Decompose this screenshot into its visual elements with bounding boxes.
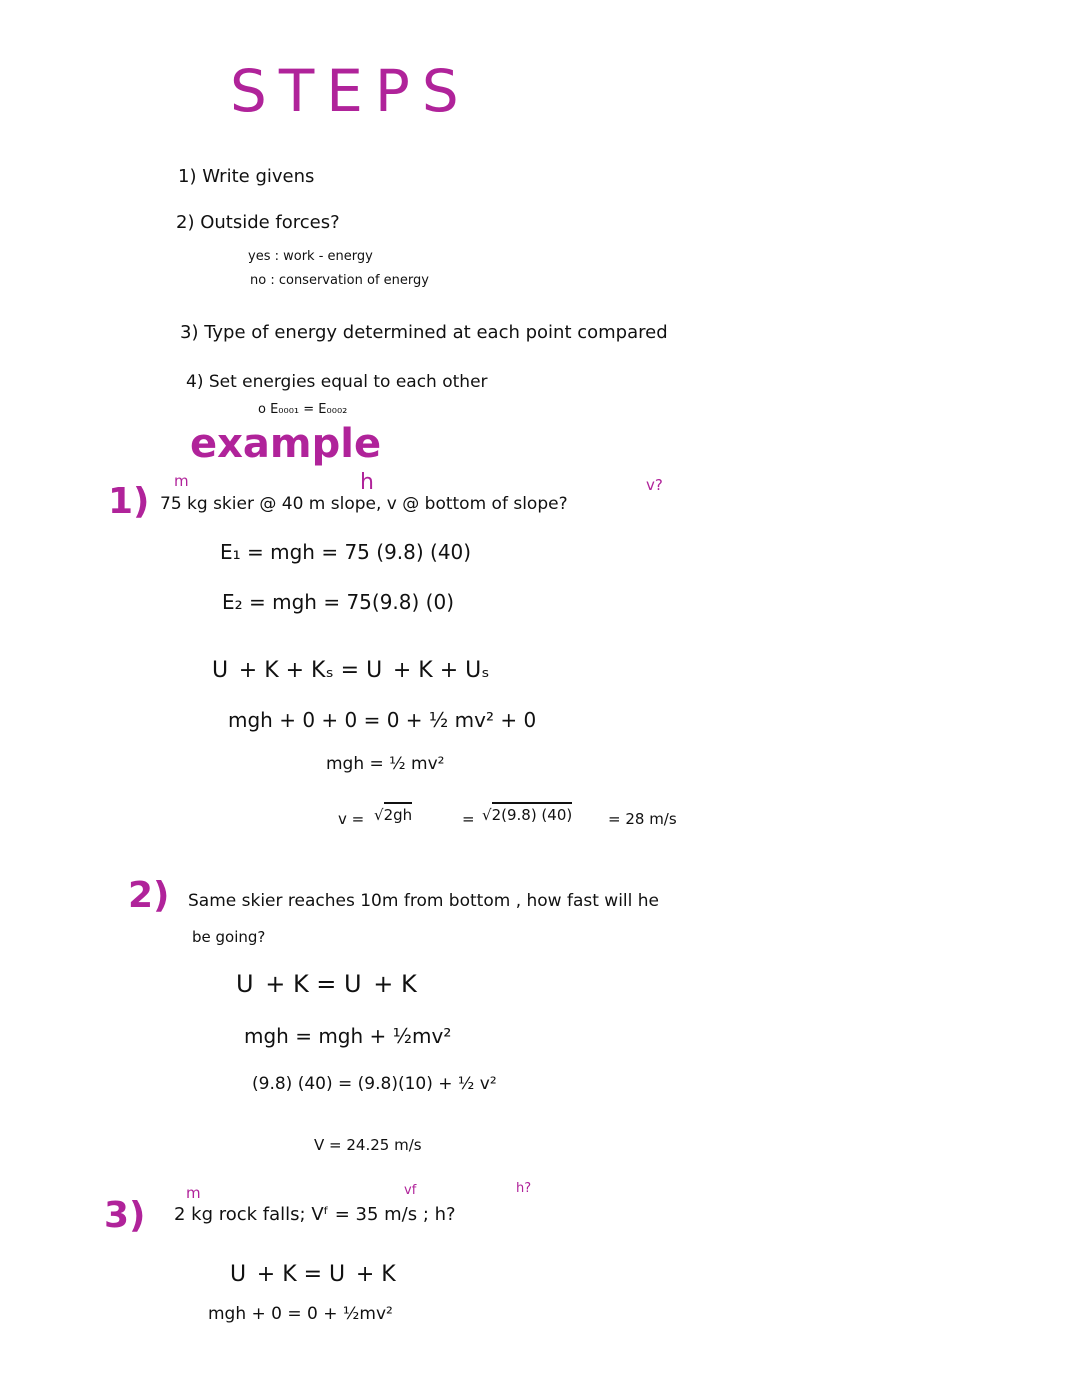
ex1-number: 1) xyxy=(108,481,150,522)
step-2: 2) Outside forces? xyxy=(176,212,340,233)
ex2-eq3: (9.8) (40) = (9.8)(10) + ½ v² xyxy=(252,1074,497,1094)
ex2-answer: V = 24.25 m/s xyxy=(314,1136,422,1154)
step-3: 3) Type of energy determined at each point compared xyxy=(180,322,668,343)
ex3-eq2: mgh + 0 = 0 + ½mv² xyxy=(208,1304,393,1324)
step-4: 4) Set energies equal to each other xyxy=(186,372,488,392)
step-4-sub: o E₀₀₀₁ = E₀₀₀₂ xyxy=(258,402,348,417)
example-heading: example xyxy=(190,421,382,467)
ex1-eq4-mid: = xyxy=(462,810,475,828)
ex1-eq4-radical-2: √2(9.8) (40) xyxy=(482,808,572,823)
step-2-yes: yes : work - energy xyxy=(248,249,373,264)
ex1-label-h: h xyxy=(360,470,374,495)
ex1-problem: 75 kg skier @ 40 m slope, v @ bottom of slope? xyxy=(160,494,568,514)
ex1-eq4-right: = 28 m/s xyxy=(608,810,677,828)
ex1-eq2: mgh + 0 + 0 = 0 + ½ mv² + 0 xyxy=(228,708,537,732)
ex1-eq3: mgh = ½ mv² xyxy=(326,754,445,774)
ex3-number: 3) xyxy=(104,1195,146,1236)
ex1-e1: E₁ = mgh = 75 (9.8) (40) xyxy=(220,540,472,564)
ex1-eq4-root: 2gh xyxy=(384,802,413,824)
ex3-label-m: m xyxy=(186,1184,201,1202)
ex3-label-h: h? xyxy=(516,1181,532,1196)
ex1-e2: E₂ = mgh = 75(9.8) (0) xyxy=(222,590,455,614)
ex1-label-v: v? xyxy=(646,476,663,494)
ex1-eq4-left: v = xyxy=(338,810,365,828)
ex2-problem-a: Same skier reaches 10m from bottom , how fast will he xyxy=(188,891,660,911)
ex1-label-m: m xyxy=(174,472,189,490)
ex1-eq1: U + K + Kₛ = U + K + Uₛ xyxy=(212,658,490,683)
ex2-number: 2) xyxy=(128,875,170,916)
ex1-eq4-radical: √2gh xyxy=(374,808,412,823)
ex3-problem: 2 kg rock falls; Vᶠ = 35 m/s ; h? xyxy=(174,1204,456,1225)
ex1-eq4-root-2: 2(9.8) (40) xyxy=(492,802,573,824)
ex3-eq1: U + K = U + K xyxy=(230,1262,396,1287)
ex2-eq2: mgh = mgh + ½mv² xyxy=(244,1024,452,1048)
step-1: 1) Write givens xyxy=(178,166,315,187)
step-2-no: no : conservation of energy xyxy=(250,273,429,288)
page-title: STEPS xyxy=(230,57,471,125)
ex3-label-vf: vf xyxy=(404,1183,417,1198)
ex2-eq1: U + K = U + K xyxy=(236,970,417,998)
ex2-problem-b: be going? xyxy=(192,928,266,946)
